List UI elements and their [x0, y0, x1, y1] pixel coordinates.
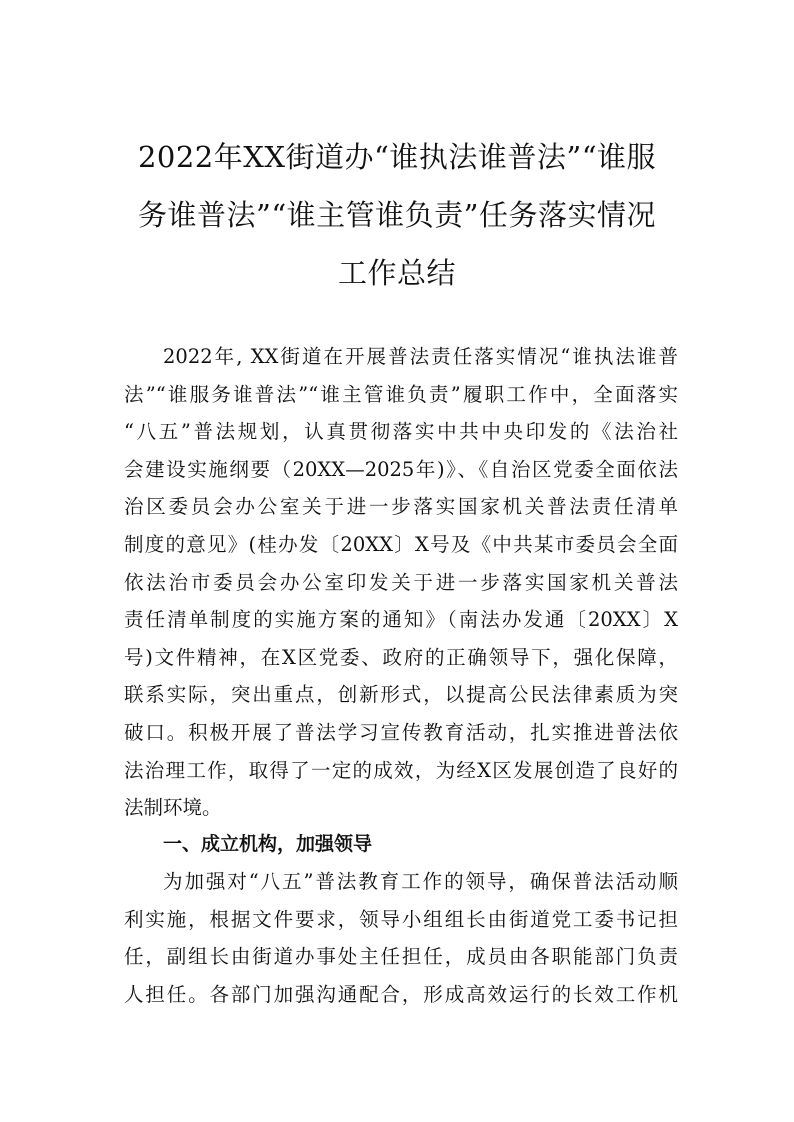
- paragraph-line: 会建设实施纲要（20XX—2025年)》、《自治区党委全面依法: [124, 457, 678, 481]
- section-heading: 一、成立机构，加强领导: [163, 833, 373, 855]
- intro-paragraph: [124, 338, 678, 827]
- paragraph-line: 法治理工作，取得了一定的成效，为经X区发展创造了良好的: [124, 758, 678, 782]
- paragraph-line: 治区委员会办公室关于进一步落实国家机关普法责任清单: [124, 495, 678, 519]
- paragraph-line: 破口。积极开展了普法学习宣传教育活动，扎实推进普法依: [124, 720, 678, 744]
- paragraph-line: 制度的意见》(桂办发〔20XX〕X号及《中共某市委员会全面: [124, 532, 678, 556]
- paragraph-line: 号)文件精神，在X区党委、政府的正确领导下，强化保障，: [124, 645, 678, 669]
- document-title: [100, 128, 694, 302]
- title-line: 2022年XX街道办“谁执法谁普法”“谁服: [137, 140, 657, 174]
- paragraph-line: 2022年, XX街道在开展普法责任落实情况“谁执法谁普: [163, 345, 678, 368]
- paragraph-line: “八五”普法规划，认真贯彻落实中共中央印发的《法治社: [124, 420, 678, 444]
- paragraph-line: 法制环境。: [124, 796, 222, 820]
- paragraph-line: 依法治市委员会办公室印发关于进一步落实国家机关普法: [124, 570, 678, 594]
- section1-paragraph: [124, 863, 678, 1013]
- paragraph-line: 责任清单制度的实施方案的通知》（南法办发通〔20XX〕X: [124, 608, 678, 632]
- title-line: 务谁普法”“谁主管谁负责”任务落实情况: [138, 198, 656, 232]
- paragraph-line: 法”“谁服务谁普法”“谁主管谁负责”履职工作中，全面落实: [124, 382, 678, 406]
- paragraph-line: 联系实际，突出重点，创新形式，以提高公民法律素质为突: [124, 683, 678, 707]
- paragraph-line: 人担任。各部门加强沟通配合，形成高效运行的长效工作机: [124, 982, 678, 1006]
- paragraph-line: 任，副组长由街道办事处主任担任，成员由各职能部门负责: [124, 945, 678, 969]
- title-line: 工作总结: [337, 256, 456, 290]
- paragraph-line: 为加强对“八五”普法教育工作的领导，确保普法活动顺: [163, 870, 678, 893]
- paragraph-line: 利实施，根据文件要求，领导小组组长由街道党工委书记担: [124, 907, 678, 931]
